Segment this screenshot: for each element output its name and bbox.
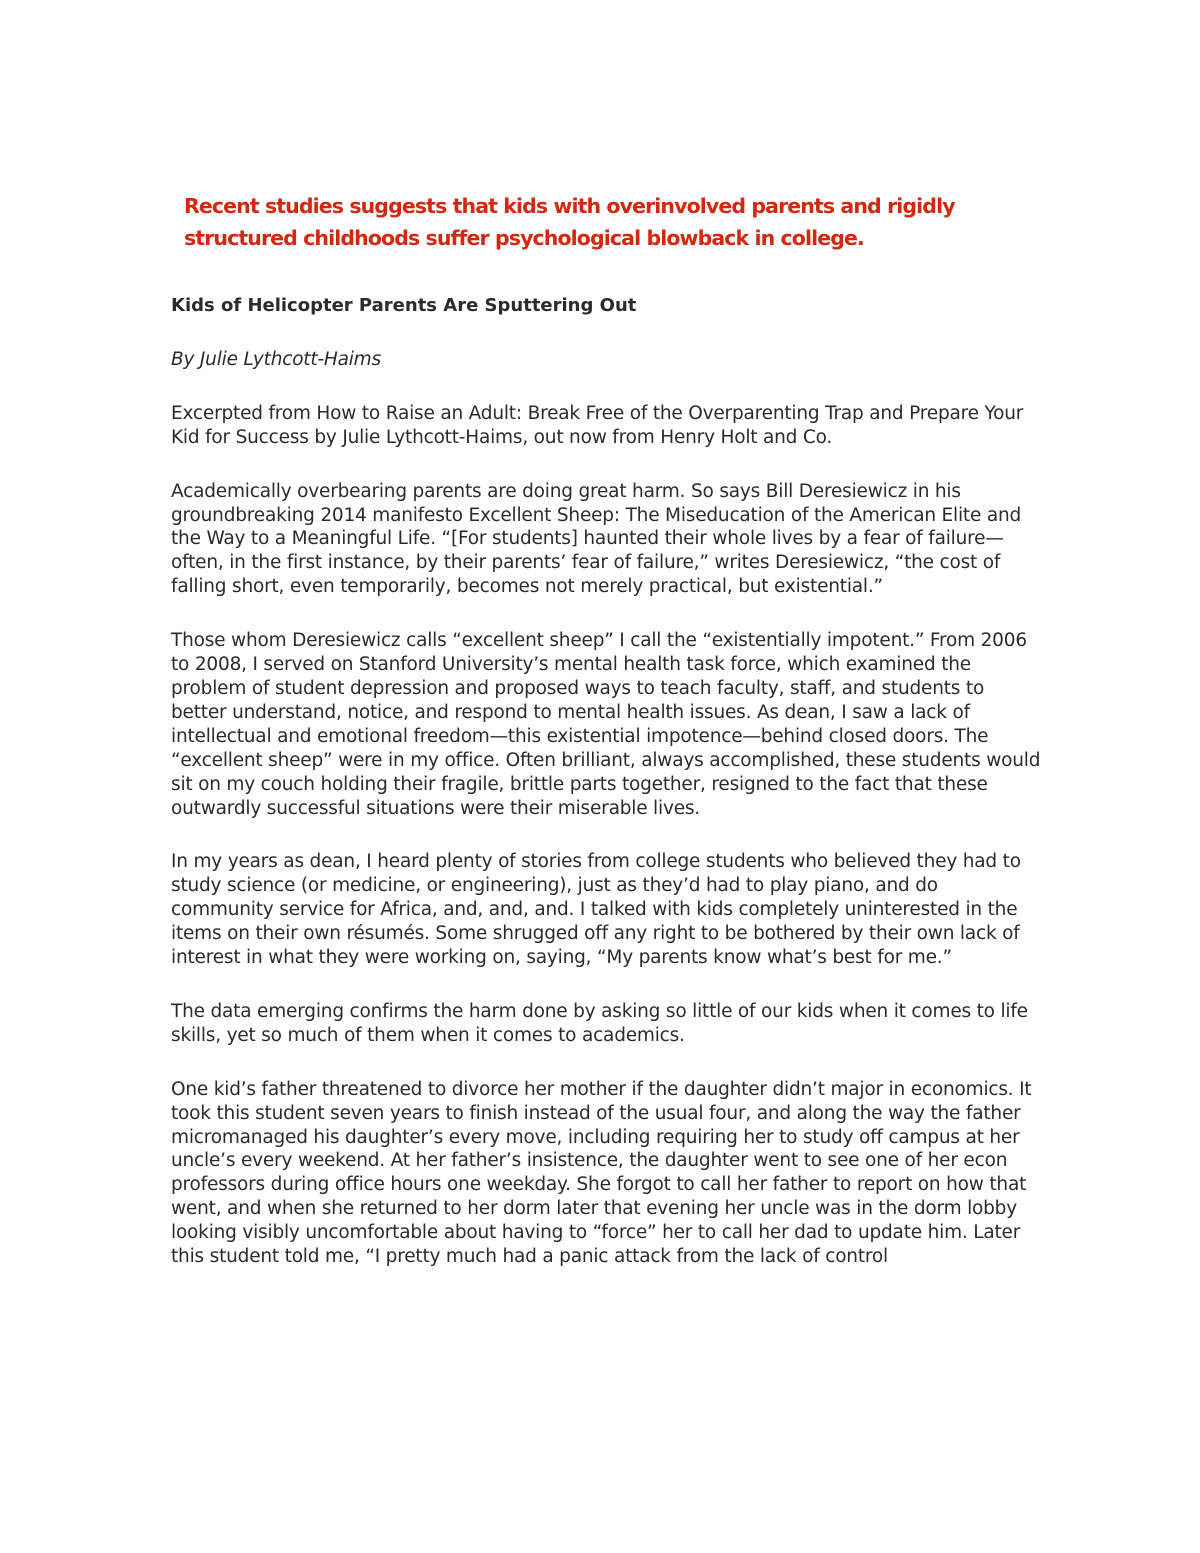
paragraph: The data emerging confirms the harm done by asking so little of our kids when it comes to life skills, yet so much of them when it comes to academics.	[171, 1000, 1028, 1046]
red-headline: Recent studies suggests that kids with overinvolved parents and rigidly structured childhoods suffer psychological blowback in college.	[184, 194, 955, 250]
article-title: Kids of Helicopter Parents Are Sputtering Out	[171, 295, 637, 316]
paragraph: In my years as dean, I heard plenty of stories from college students who believed they had to study science (or medicine, or engineering), just as they’d had to play piano, and do community service for Africa, and, and, and. I talked with kids completely uninterested in the items on their own résumés. Some shrugged off any right to be bothered by their own lack of interest in what they were working on, saying, “My parents know what’s best for me.”	[171, 851, 1021, 969]
article-byline: By Julie Lythcott-Haims	[171, 348, 381, 370]
paragraph-excerpt-note: Excerpted from How to Raise an Adult: Break Free of the Overparenting Trap and Prepare Your Kid for Success by Julie Lythcott-Haims, out now from Henry Holt and Co.	[171, 402, 1024, 448]
paragraph: Academically overbearing parents are doing great harm. So says Bill Deresiewicz in his groundbreaking 2014 manifesto Excellent Sheep: The Miseducation of the American Elite and the Way to a Meaningful Life. “[For students] haunted their whole lives by a fear of failure—often, in the first instance, by their parents’ fear of failure,” writes Deresiewicz, “the cost of falling short, even temporarily, becomes not merely practical, but existential.”	[171, 480, 1022, 598]
article-body	[171, 294, 1041, 1299]
paragraph: Those whom Deresiewicz calls “excellent sheep” I call the “existentially impotent.” From 2006 to 2008, I served on Stanford University’s mental health task force, which examined the problem of student depression and proposed ways to teach faculty, staff, and students to better understand, notice, and respond to mental health issues. As dean, I saw a lack of intellectual and emotional freedom—this existential impotence—behind closed doors. The “excellent sheep” were in my office. Often brilliant, always accomplished, these students would sit on my couch holding their fragile, brittle parts together, resigned to the fact that these outwardly successful situations were their miserable lives.	[171, 630, 1041, 819]
paragraph: One kid’s father threatened to divorce her mother if the daughter didn’t major in economics. It took this student seven years to finish instead of the usual four, and along the way the father micromanaged his daughter’s every move, including requiring her to study off campus at her uncle’s every weekend. At her father’s insistence, the daughter went to see one of her econ professors during office hours one weekday. She forgot to call her father to report on how that went, and when she returned to her dorm later that evening her uncle was in the dorm lobby looking visibly uncomfortable about having to “force” her to call her dad to update him. Later this student told me, “I pretty much had a panic attack from the lack of control	[171, 1078, 1032, 1268]
